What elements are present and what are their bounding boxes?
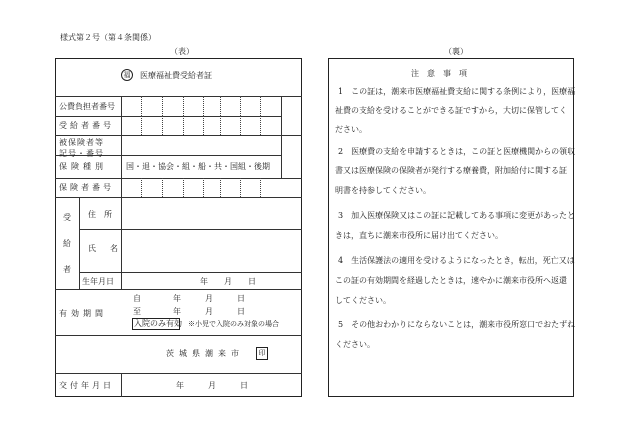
insured-symbol-label-2: 記号・番号	[59, 149, 104, 158]
note-line: 明書を持参してください。	[335, 186, 431, 195]
issuer-seal-icon: 印	[256, 347, 268, 360]
issuer-name: 茨城県潮来市	[166, 349, 244, 358]
insured-symbol-label-1: 被保険者等	[59, 138, 104, 147]
recipient-number-label: 受給者番号	[59, 121, 114, 130]
note-line: 1 この証は，潮来市医療福祉費支給に関する条例により，医療福	[338, 87, 576, 96]
note-line: 書又は医療保険の保険者が発行する療養費，附加給付に関する証	[335, 166, 567, 175]
front-side-label: （表）	[170, 47, 194, 56]
address-label: 住 所	[88, 210, 112, 219]
valid-from: 自 年 月 日	[133, 294, 245, 303]
birth-value: 年 月 日	[200, 277, 256, 286]
back-heading: 注 意 事 項	[411, 69, 467, 78]
back-side-label: （裏）	[444, 47, 468, 56]
issue-date-value: 年 月 日	[176, 381, 248, 390]
insurance-type-value: 国・退・協会・組・船・共・国組・後期	[126, 162, 270, 171]
form-number: 様式第２号（第４条関係）	[60, 33, 156, 42]
valid-to: 至 年 月 日	[133, 307, 245, 316]
recipient-vertical-2: 給	[63, 239, 71, 248]
name-label-1: 氏	[88, 244, 96, 253]
valid-period-label: 有効期間	[59, 309, 107, 318]
name-label-2: 名	[110, 244, 118, 253]
recipient-vertical-3: 者	[63, 265, 71, 274]
note-line: 2 医療費の支給を申請するときは，この証と医療機関からの領収	[338, 147, 576, 156]
public-payer-label: 公費負担者番号	[59, 102, 115, 111]
note-line: 4 生活保護法の適用を受けるようになったとき，転出，死亡又は	[338, 256, 575, 265]
note-line: してください。	[335, 296, 391, 305]
recipient-vertical-1: 受	[63, 213, 71, 222]
issue-date-label: 交付年月日	[59, 381, 114, 390]
front-title: 医療福祉費受給者証	[140, 71, 212, 80]
welfare-seal-icon: 福	[121, 69, 133, 81]
note-line: ださい。	[335, 125, 367, 134]
note-line: ください。	[335, 340, 375, 349]
inpatient-only-box: 入院のみ有効	[134, 319, 182, 328]
note-line: 祉費の支給を受けることができる証ですから，大切に保管してく	[335, 106, 567, 115]
note-line: この証の有効期間を経過したときは，速やかに潮来市役所へ返還	[335, 276, 567, 285]
insurance-type-label: 保険種別	[59, 162, 107, 171]
note-line: 3 加入医療保険又はこの証に記載してある事項に変更があったと	[338, 211, 576, 220]
inpatient-note: ※小児で入院のみ対象の場合	[188, 320, 279, 328]
note-line: 5 その他おわかりにならないことは，潮来市役所窓口でおたずね	[338, 320, 576, 329]
insurer-number-label: 保険者番号	[59, 183, 114, 192]
birth-label: 生年月日	[82, 277, 114, 286]
note-line: きは，直ちに潮来市役所に届け出てください。	[335, 231, 503, 240]
